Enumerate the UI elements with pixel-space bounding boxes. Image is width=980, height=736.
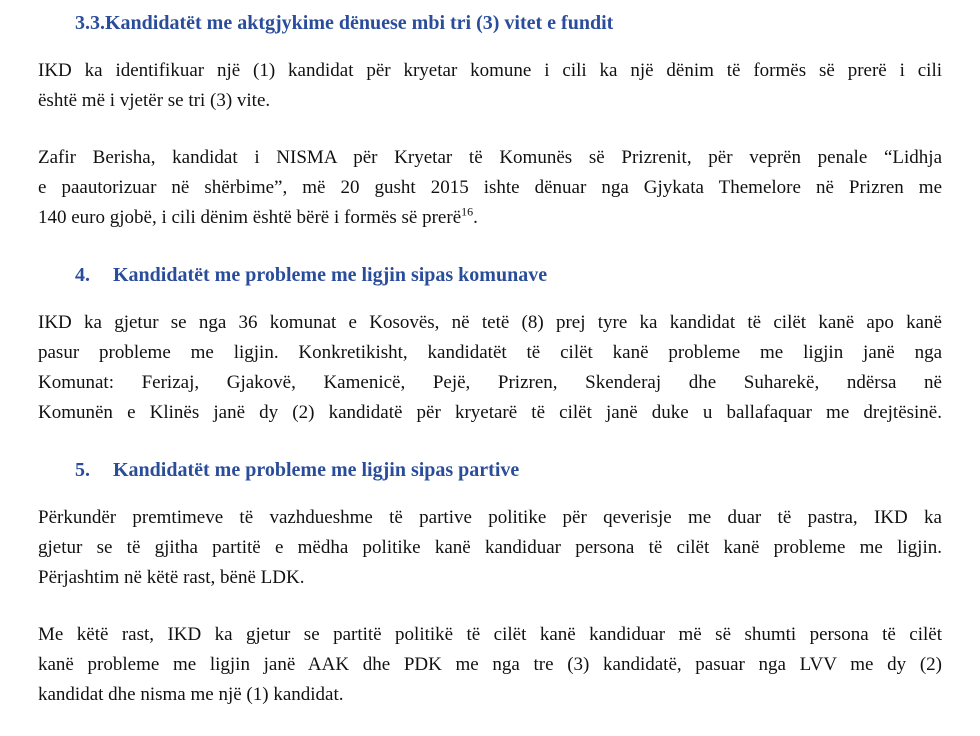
text-line: Me këtë rast, IKD ka gjetur se partitë politikë të cilët kanë kandiduar më së shumti persona të cilët xyxy=(38,624,942,645)
paragraph-5 xyxy=(38,620,942,710)
text-line: Përjashtim në këtë rast, bënë LDK. xyxy=(38,567,305,588)
text-line: IKD ka gjetur se nga 36 komunat e Kosovës, në tetë (8) prej tyre ka kandidat të cilët kanë apo kanë xyxy=(38,312,942,333)
section-heading-5-number: 5. xyxy=(75,459,90,481)
text-line: kandidat dhe nisma me një (1) kandidat. xyxy=(38,684,344,705)
text-line: Komunën e Klinës janë dy (2) kandidatë për kryetarë të cilët janë duke u ballafaquar me drejtësinë. xyxy=(38,402,942,423)
text-line: kanë probleme me ligjin janë AAK dhe PDK me nga tre (3) kandidatë, pasuar nga LVV me dy (2) xyxy=(38,654,942,675)
text-line-segment: . xyxy=(473,207,478,228)
text-line: është më i vjetër se tri (3) vite. xyxy=(38,90,271,111)
section-heading-5-text: Kandidatët me probleme me ligjin sipas partive xyxy=(113,459,520,481)
text-line-segment: 140 euro gjobë, i cili dënim është bërë i formës së prerë xyxy=(38,207,462,228)
text-line: Zafir Berisha, kandidat i NISMA për Kryetar të Komunës së Prizrenit, për veprën penale “Lidhja xyxy=(38,147,942,168)
paragraph-4 xyxy=(38,503,942,593)
section-heading-4-number: 4. xyxy=(75,264,90,286)
section-heading-4 xyxy=(38,260,942,290)
section-heading-3-3 xyxy=(38,8,942,38)
text-line: IKD ka identifikuar një (1) kandidat për kryetar komune i cili ka një dënim të formës së prerë i cili xyxy=(38,60,942,81)
text-line xyxy=(38,203,942,233)
text-line: gjetur se të gjitha partitë e mëdha politike kanë kandiduar persona të cilët kanë probleme me ligjin. xyxy=(38,537,942,558)
text-line: pasur probleme me ligjin. Konkretikisht, kandidatët të cilët kanë probleme me ligjin janë nga xyxy=(38,342,942,363)
section-heading-3-3-text: 3.3.Kandidatët me aktgjykime dënuese mbi tri (3) vitet e fundit xyxy=(75,12,614,34)
text-line: e paautorizuar në shërbime”, më 20 gusht 2015 ishte dënuar nga Gjykata Themelore në Prizren me xyxy=(38,177,942,198)
section-heading-4-text: Kandidatët me probleme me ligjin sipas komunave xyxy=(113,264,548,286)
paragraph-3 xyxy=(38,308,942,428)
text-line: Përkundër premtimeve të vazhdueshme të partive politike për qeverisje me duar të pastra, IKD ka xyxy=(38,507,942,528)
text-line: Komunat: Ferizaj, Gjakovë, Kamenicë, Pejë, Prizren, Skenderaj dhe Suharekë, ndërsa në xyxy=(38,372,942,393)
footnote-reference: 16 xyxy=(461,204,474,219)
paragraph-2 xyxy=(38,143,942,233)
paragraph-1 xyxy=(38,56,942,116)
section-heading-5 xyxy=(38,455,942,485)
